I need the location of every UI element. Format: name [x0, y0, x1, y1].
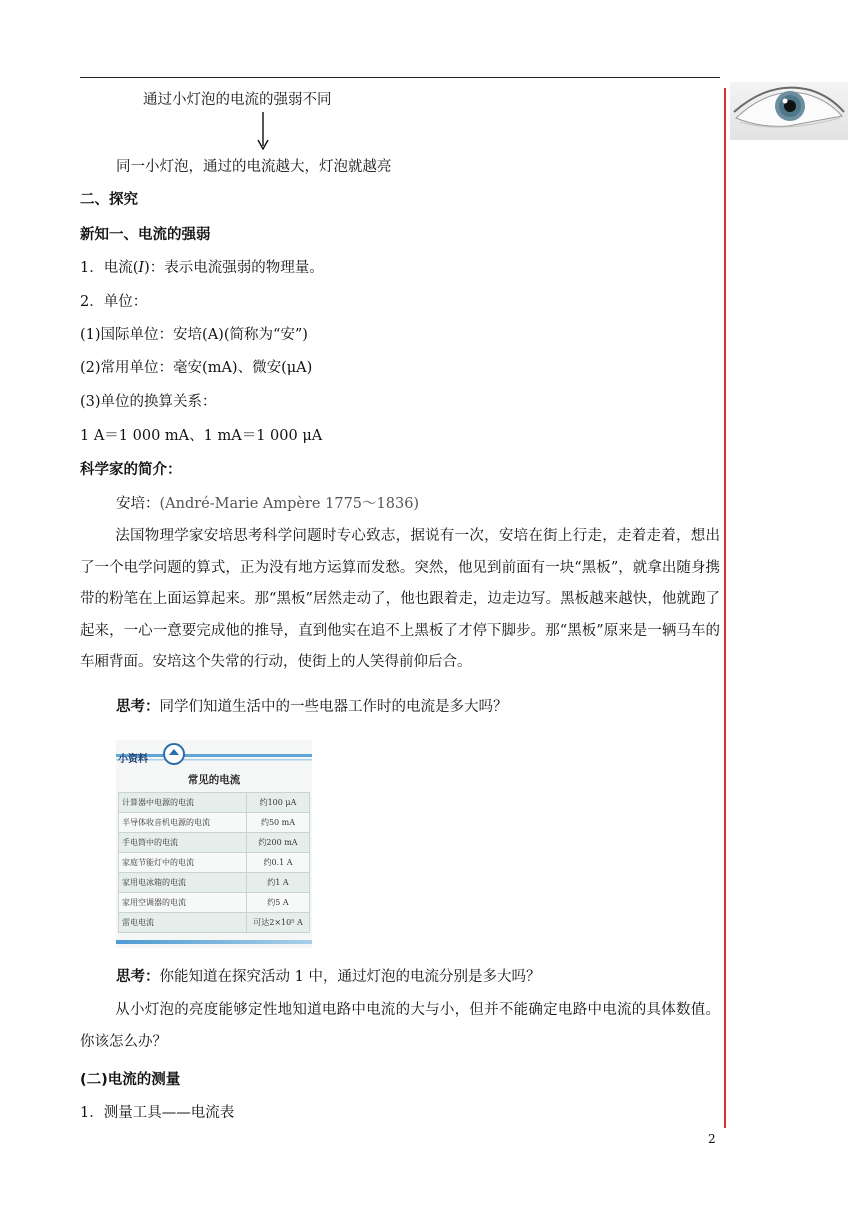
- unit-2: (2)常用单位：毫安(mA)、微安(μA): [80, 360, 313, 376]
- item-2: 2．单位：: [80, 294, 148, 310]
- ampere-label: 安培：: [116, 496, 160, 512]
- table-row: [119, 813, 310, 833]
- row-name: 计算器中电源的电流: [119, 793, 247, 813]
- table-row: [119, 853, 310, 873]
- think-1-text: 同学们知道生活中的一些电器工作时的电流是多大吗？: [159, 699, 508, 715]
- flow-top-text: 通过小灯泡的电流的强弱不同: [143, 92, 332, 108]
- ampere-story: [80, 521, 720, 679]
- think-1: [116, 697, 508, 717]
- row-name: 家用电冰箱的电流: [119, 873, 247, 893]
- row-value: 约200 mA: [247, 833, 310, 853]
- common-currents-figure: [116, 740, 312, 948]
- card-footer-band: [116, 940, 312, 944]
- unit-conversion: 1 A＝1 000 mA、1 mA＝1 000 μA: [80, 428, 323, 444]
- card-tag: 小资料: [118, 754, 148, 765]
- row-name: 手电筒中的电流: [119, 833, 247, 853]
- section-2-heading: 二、探究: [80, 192, 138, 208]
- row-name: 家用空调器的电流: [119, 893, 247, 913]
- margin-red-line: [724, 88, 726, 1128]
- think-2: [116, 967, 540, 987]
- table-row: [119, 873, 310, 893]
- measure-tool: 1．测量工具——电流表: [80, 1105, 235, 1121]
- table-row: [119, 793, 310, 813]
- measure-paragraph-text: 从小灯泡的亮度能够定性地知道电路中电流的大与小，但并不能确定电路中电流的具体数值。你该怎么办？: [80, 1002, 720, 1050]
- row-name: 半导体收音机电源的电流: [119, 813, 247, 833]
- down-arrow-icon: [256, 112, 270, 150]
- header-rule: [80, 77, 720, 78]
- think-2-text: 你能知道在探究活动 1 中，通过灯泡的电流分别是多大吗？: [159, 969, 541, 985]
- eye-image: [730, 82, 848, 140]
- ampere-name: (André-Marie Ampère 1775～1836): [159, 496, 420, 512]
- card-title: 常见的电流: [187, 774, 241, 786]
- row-value: 约50 mA: [247, 813, 310, 833]
- unit-1: (1)国际单位：安培(A)(简称为“安”): [80, 327, 308, 343]
- row-value: 约100 μA: [247, 793, 310, 813]
- table-row: [119, 913, 310, 933]
- think-1-label: 思考：: [116, 699, 160, 715]
- flow-bottom-text: 同一小灯泡，通过的电流越大，灯泡就越亮: [116, 159, 392, 175]
- item-1-symbol: I: [138, 260, 145, 276]
- eye-icon: [730, 82, 848, 140]
- scientist-heading: 科学家的简介：: [80, 462, 182, 478]
- item-1: [80, 258, 324, 278]
- item-1-suffix: )：表示电流强弱的物理量。: [144, 260, 324, 276]
- unit-3: (3)单位的换算关系：: [80, 394, 217, 410]
- row-name: 家庭节能灯中的电流: [119, 853, 247, 873]
- table-row: [119, 893, 310, 913]
- page-number: 2: [708, 1132, 716, 1146]
- ampere-intro: [116, 494, 419, 514]
- measurement-heading: (二)电流的测量: [80, 1072, 181, 1088]
- currents-table: [118, 792, 310, 933]
- measure-paragraph: [80, 995, 720, 1058]
- row-value: 可达2×10⁵ A: [247, 913, 310, 933]
- item-1-prefix: 1．电流(: [80, 260, 139, 276]
- think-2-label: 思考：: [116, 969, 160, 985]
- row-name: 雷电电流: [119, 913, 247, 933]
- row-value: 约0.1 A: [247, 853, 310, 873]
- row-value: 约5 A: [247, 893, 310, 913]
- table-row: [119, 833, 310, 853]
- new-knowledge-heading: 新知一、电流的强弱: [80, 227, 211, 243]
- row-value: 约1 A: [247, 873, 310, 893]
- ampere-story-text: 法国物理学家安培思考科学问题时专心致志，据说有一次，安培在街上行走，走着走着，想出了一个电学问题的算式，正为没有地方运算而发愁。突然，他见到前面有一块“黑板”，就拿出随身携带的粉笔在上面运算起来。那“黑板”居然走动了，他也跟着走，边走边写。黑板越来越快，他就跑了起来，一心一意要完成他的推导，直到他实在追不上黑板了才停下脚步。那“黑板”原来是一辆马车的车厢背面。安培这个失常的行动，使街上的人笑得前仰后合。: [80, 528, 720, 670]
